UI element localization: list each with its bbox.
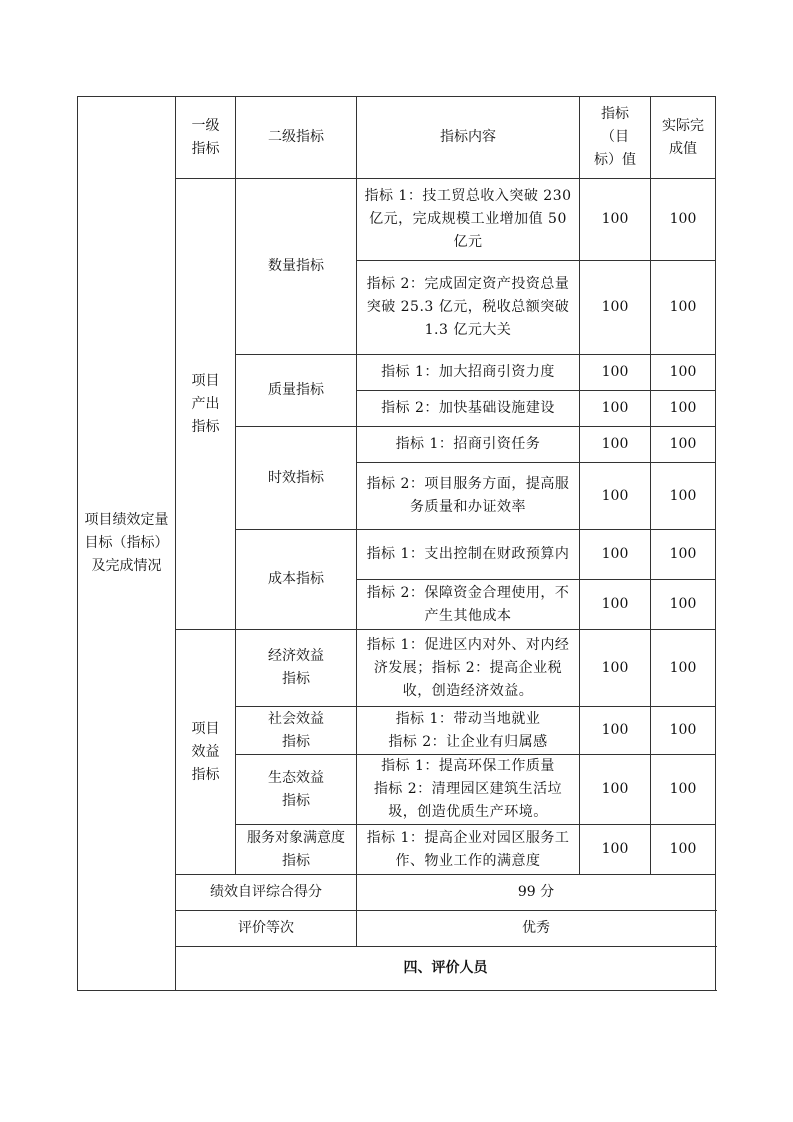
header-actual: 实际完成值 — [651, 97, 716, 179]
quantity-content-1: 指标 1：技工贸总收入突破 230 亿元，完成规模工业增加值 50 亿元 — [357, 179, 580, 261]
cost-content-1: 指标 1：支出控制在财政预算内 — [357, 530, 580, 580]
quantity-content-2: 指标 2：完成固定资产投资总量突破 25.3 亿元，税收总额突破 1.3 亿元大关 — [357, 261, 580, 355]
cost-target-1: 100 — [580, 530, 651, 580]
quantity-target-2: 100 — [580, 261, 651, 355]
quality-label: 质量指标 — [236, 355, 357, 427]
timeliness-target-2: 100 — [580, 463, 651, 530]
social-content — [357, 707, 580, 755]
ecological-content-2: 指标 2：清理园区建筑生活垃圾，创造优质生产环境。 — [373, 781, 563, 820]
cost-actual-1: 100 — [651, 530, 716, 580]
quality-content-2: 指标 2：加快基础设施建设 — [357, 391, 580, 427]
timeliness-target-1: 100 — [580, 427, 651, 463]
ecological-content-1: 指标 1：提高环保工作质量 — [381, 758, 555, 774]
grade-label: 评价等次 — [176, 911, 357, 947]
score-label: 绩效自评综合得分 — [176, 875, 357, 911]
social-content-1: 指标 1：带动当地就业 — [395, 710, 541, 727]
output-label: 项目产出指标 — [176, 179, 236, 630]
quality-actual-2: 100 — [651, 391, 716, 427]
timeliness-content-2: 指标 2：项目服务方面，提高服务质量和办证效率 — [357, 463, 580, 530]
social-target: 100 — [580, 707, 651, 755]
timeliness-label: 时效指标 — [236, 427, 357, 530]
satisfaction-target: 100 — [580, 825, 651, 875]
section-title: 四、评价人员 — [176, 947, 716, 991]
grade-value: 优秀 — [357, 911, 716, 947]
group-label: 项目绩效定量目标（指标）及完成情况 — [78, 97, 176, 991]
ecological-actual: 100 — [651, 755, 716, 825]
quantity-target-1: 100 — [580, 179, 651, 261]
ecological-label: 生态效益指标 — [236, 755, 357, 825]
economic-actual: 100 — [651, 630, 716, 707]
header-level2: 二级指标 — [236, 97, 357, 179]
ecological-content — [357, 755, 580, 825]
timeliness-actual-1: 100 — [651, 427, 716, 463]
quantity-actual-1: 100 — [651, 179, 716, 261]
cost-target-2: 100 — [580, 580, 651, 630]
score-value: 99 分 — [357, 875, 716, 911]
satisfaction-actual: 100 — [651, 825, 716, 875]
quality-content-1: 指标 1：加大招商引资力度 — [357, 355, 580, 391]
economic-target: 100 — [580, 630, 651, 707]
cost-label: 成本指标 — [236, 530, 357, 630]
quantity-label: 数量指标 — [236, 179, 357, 355]
satisfaction-label: 服务对象满意度指标 — [236, 825, 357, 875]
header-target: 指标（目标）值 — [580, 97, 651, 179]
ecological-target: 100 — [580, 755, 651, 825]
header-level1: 一级 指标 — [176, 97, 236, 179]
benefit-label: 项目效益指标 — [176, 630, 236, 875]
quality-actual-1: 100 — [651, 355, 716, 391]
economic-content: 指标 1：促进区内对外、对内经济发展；指标 2：提高企业税收，创造经济效益。 — [357, 630, 580, 707]
social-label: 社会效益指标 — [236, 707, 357, 755]
header-row — [78, 97, 716, 179]
timeliness-content-1: 指标 1：招商引资任务 — [357, 427, 580, 463]
economic-label: 经济效益指标 — [236, 630, 357, 707]
quantity-actual-2: 100 — [651, 261, 716, 355]
quality-target-2: 100 — [580, 391, 651, 427]
quality-target-1: 100 — [580, 355, 651, 391]
cost-content-2: 指标 2：保障资金合理使用，不产生其他成本 — [357, 580, 580, 630]
cost-actual-2: 100 — [651, 580, 716, 630]
satisfaction-content: 指标 1：提高企业对园区服务工作、物业工作的满意度 — [357, 825, 580, 875]
social-actual: 100 — [651, 707, 716, 755]
timeliness-actual-2: 100 — [651, 463, 716, 530]
header-content: 指标内容 — [357, 97, 580, 179]
performance-table — [77, 96, 716, 991]
social-content-2: 指标 2：让企业有归属感 — [388, 733, 548, 750]
